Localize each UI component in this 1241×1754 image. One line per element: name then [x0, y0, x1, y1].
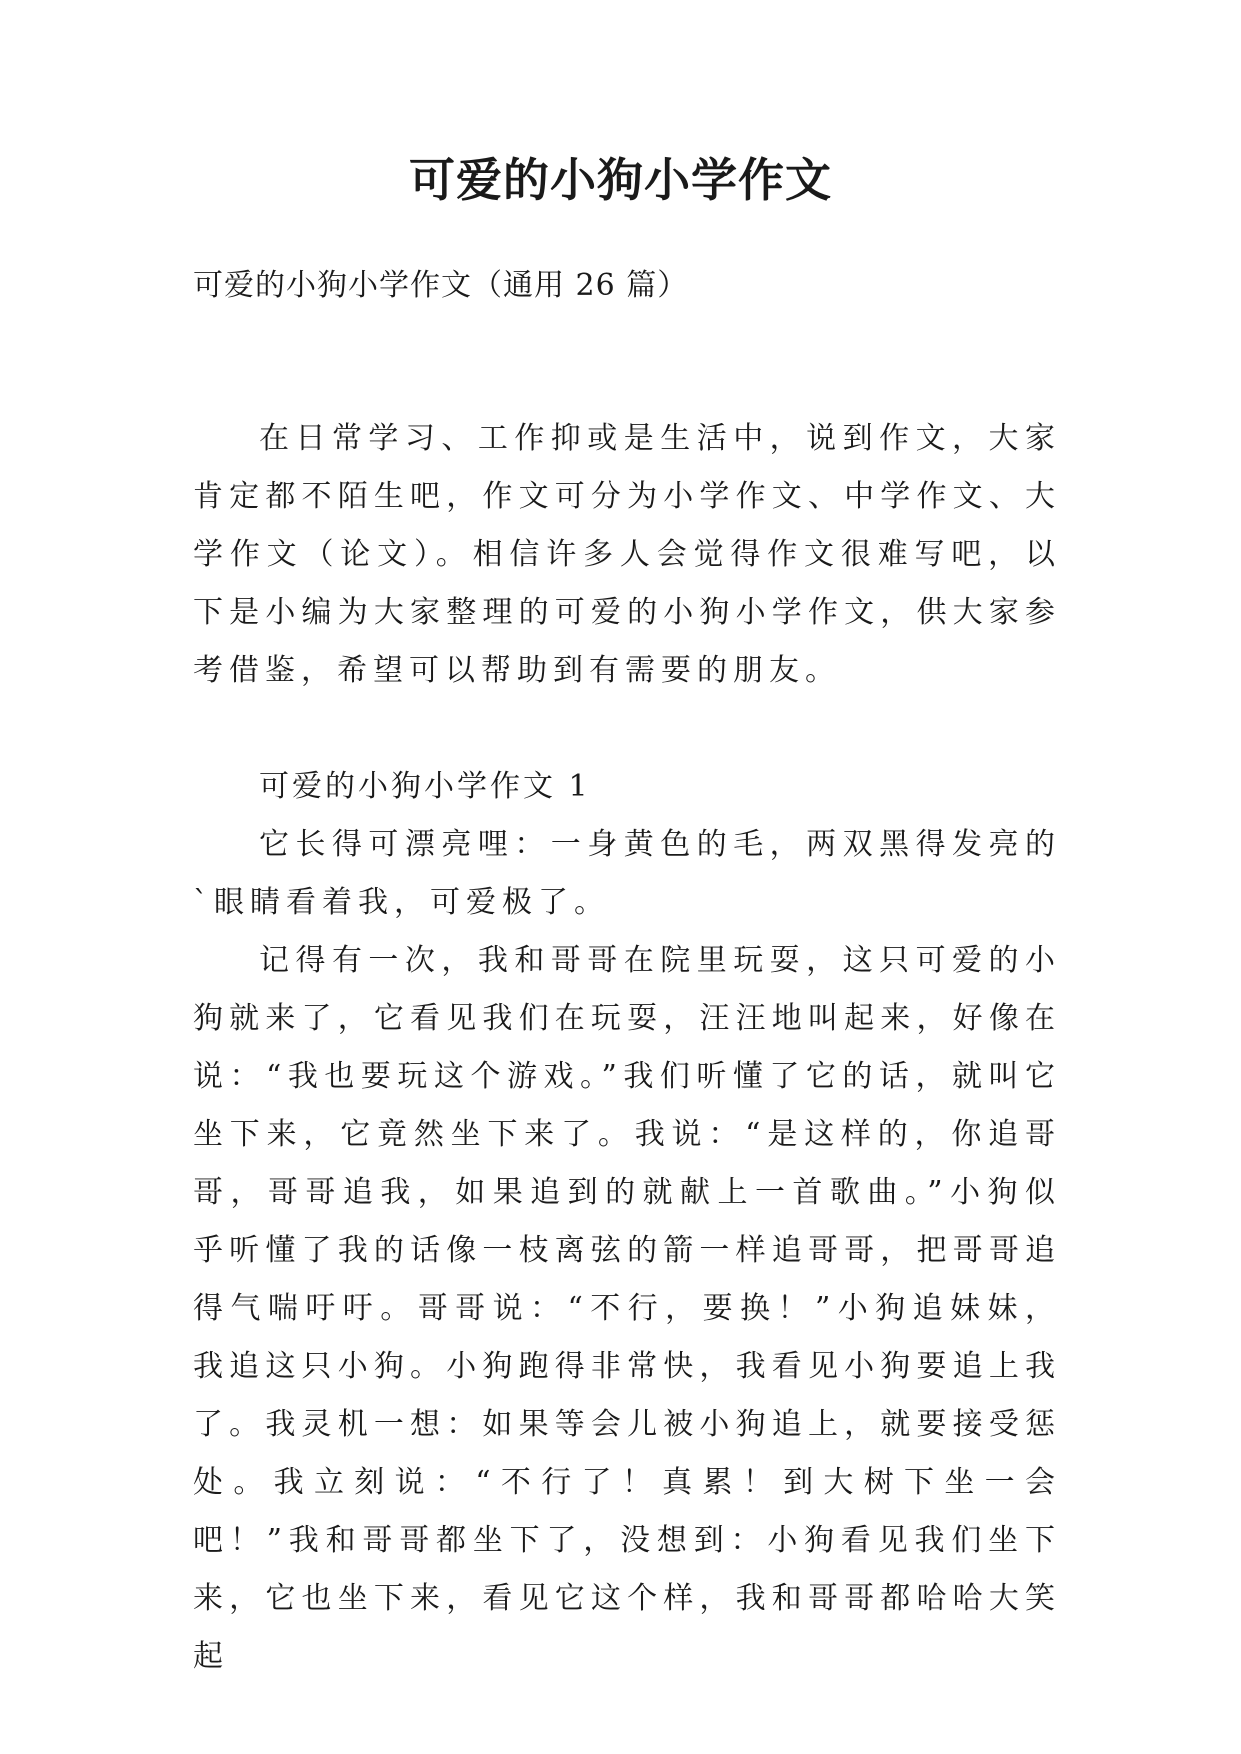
- document-body: [193, 410, 1061, 1686]
- document-subtitle: 可爱的小狗小学作文（通用 26 篇）: [193, 268, 689, 303]
- intro-paragraph: 在日常学习、工作抑或是生活中，说到作文，大家肯定都不陌生吧，作文可分为小学作文、中学作文、大学作文（论文）。相信许多人会觉得作文很难写吧，以下是小编为大家整理的可爱的小狗小学作文，供大家参考借鉴，希望可以帮助到有需要的朋友。: [193, 421, 1061, 688]
- body-paragraph-2: 记得有一次，我和哥哥在院里玩耍，这只可爱的小狗就来了，它看见我们在玩耍，汪汪地叫起来，好像在说：“我也要玩这个游戏。”我们听懂了它的话，就叫它坐下来，它竟然坐下来了。我说：“是这样的，你追哥哥，哥哥追我，如果追到的就献上一首歌曲。”小狗似乎听懂了我的话像一枝离弦的箭一样追哥哥，把哥哥追得气喘吁吁。哥哥说：“不行，要换！”小狗追妹妹，我追这只小狗。小狗跑得非常快，我看见小狗要追上我了。我灵机一想：如果等会儿被小狗追上，就要接受惩处。我立刻说：“不行了！真累！到大树下坐一会吧！”我和哥哥都坐下了，没想到：小狗看见我们坐下来，它也坐下来，看见它这个样，我和哥哥都哈哈大笑起: [193, 943, 1061, 1674]
- body-paragraph-1: 它长得可漂亮哩：一身黄色的毛，两双黑得发亮的`眼睛看着我，可爱极了。: [193, 827, 1061, 920]
- section-heading: 可爱的小狗小学作文 1: [259, 769, 591, 804]
- document-title: 可爱的小狗小学作文: [409, 153, 832, 207]
